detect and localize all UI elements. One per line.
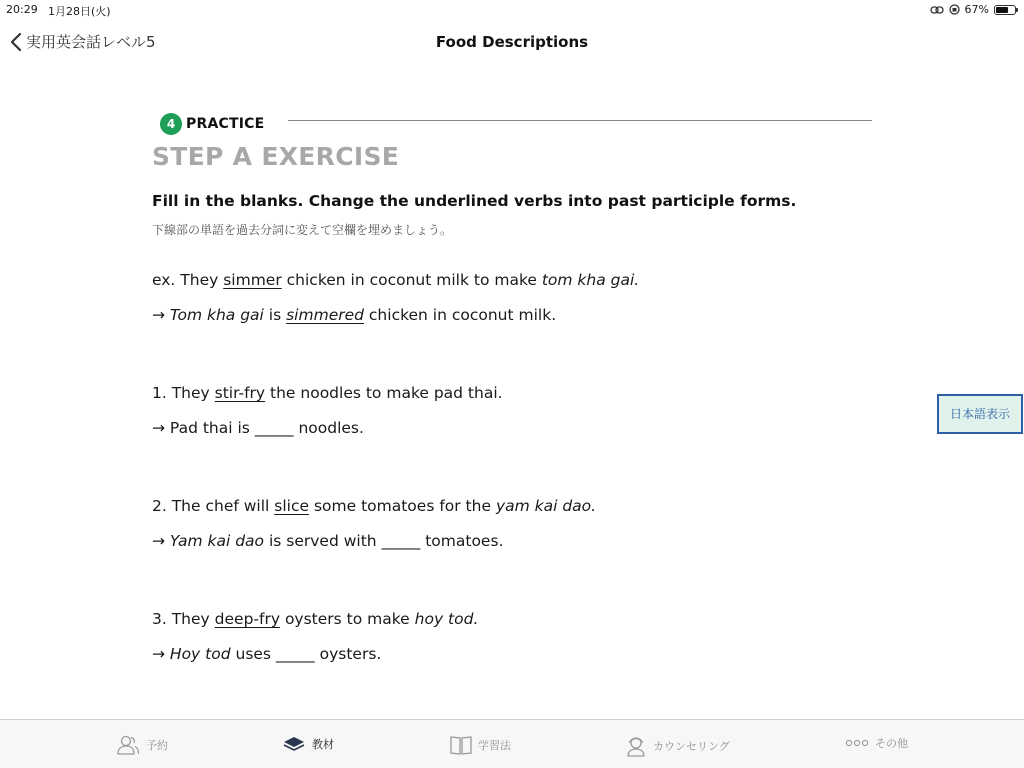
text-segment: uses _____ oysters. bbox=[230, 645, 382, 663]
tab-label: 学習法 bbox=[478, 739, 511, 752]
text-segment: is bbox=[263, 306, 287, 324]
tab-label: その他 bbox=[875, 737, 908, 750]
text-segment: 1. They bbox=[152, 384, 215, 402]
orientation-lock-icon bbox=[949, 4, 960, 15]
underlined-verb: deep-fry bbox=[214, 610, 281, 628]
status-date: 1月28日(火) bbox=[48, 5, 111, 18]
underlined-verb: stir-fry bbox=[214, 384, 266, 402]
question-3-blank-line bbox=[152, 645, 381, 663]
tab-reservation[interactable] bbox=[116, 735, 168, 755]
nav-bar bbox=[0, 20, 1024, 64]
text-segment: some tomatoes for the bbox=[309, 497, 496, 515]
underlined-verb: slice bbox=[274, 497, 310, 515]
arrow: → bbox=[152, 306, 170, 324]
italic-dish-name: hoy tod. bbox=[414, 610, 479, 628]
back-label: 実用英会話レベル5 bbox=[26, 33, 156, 51]
text-segment: 3. They bbox=[152, 610, 215, 628]
battery-percent: 67% bbox=[964, 3, 989, 16]
question-1-blank-line bbox=[152, 419, 364, 437]
tab-bar bbox=[0, 719, 1024, 768]
battery-icon bbox=[994, 5, 1016, 15]
counselor-icon bbox=[625, 735, 647, 757]
exercise-title: STEP A EXERCISE bbox=[152, 142, 400, 171]
instruction-en: Fill in the blanks. Change the underlined verbs into past participle forms. bbox=[152, 192, 797, 210]
tab-label: 予約 bbox=[146, 739, 168, 752]
text-segment: Pad thai is _____ noodles. bbox=[169, 419, 364, 437]
text-segment: oysters to make bbox=[280, 610, 415, 628]
link-icon bbox=[930, 5, 944, 15]
italic-dish-name: Tom kha gai bbox=[169, 306, 264, 324]
text-segment: the noodles to make pad thai. bbox=[265, 384, 503, 402]
text-segment: 2. The chef will bbox=[152, 497, 275, 515]
status-right bbox=[930, 3, 1016, 16]
italic-dish-name: Hoy tod bbox=[169, 645, 231, 663]
more-icon bbox=[845, 739, 869, 747]
question-2-sentence bbox=[152, 497, 596, 515]
tab-materials[interactable] bbox=[282, 735, 334, 753]
japanese-display-button[interactable]: 日本語表示 bbox=[937, 394, 1023, 434]
status-time: 20:29 bbox=[6, 3, 38, 16]
arrow: → bbox=[152, 532, 170, 550]
section-label: PRACTICE bbox=[186, 116, 265, 132]
section-header bbox=[152, 108, 892, 138]
person-icon bbox=[116, 735, 140, 755]
example-sentence bbox=[152, 271, 639, 289]
instruction-jp: 下線部の単語を過去分詞に変えて空欄を埋めましょう。 bbox=[152, 223, 453, 237]
status-bar bbox=[0, 0, 1024, 20]
answer-participle: simmered bbox=[286, 306, 364, 324]
question-1-sentence bbox=[152, 384, 503, 402]
stack-icon bbox=[282, 735, 306, 753]
underlined-verb: simmer bbox=[223, 271, 282, 289]
arrow: → bbox=[152, 419, 170, 437]
arrow: → bbox=[152, 645, 170, 663]
battery-fill bbox=[996, 7, 1008, 13]
book-icon bbox=[450, 735, 472, 755]
tab-more[interactable] bbox=[845, 735, 908, 751]
section-divider bbox=[288, 120, 872, 121]
page-title: Food Descriptions bbox=[435, 33, 589, 51]
question-2-blank-line bbox=[152, 532, 503, 550]
italic-dish-name: Yam kai dao bbox=[169, 532, 265, 550]
example-answer bbox=[152, 306, 556, 324]
text-segment: chicken in coconut milk. bbox=[363, 306, 557, 324]
section-number-badge: 4 bbox=[160, 113, 182, 135]
tab-label: 教材 bbox=[312, 738, 334, 751]
italic-dish-name: yam kai dao. bbox=[495, 497, 597, 515]
tab-counseling[interactable] bbox=[625, 735, 730, 757]
italic-dish-name: tom kha gai. bbox=[541, 271, 640, 289]
text-segment: chicken in coconut milk to make bbox=[281, 271, 542, 289]
text-segment: is served with _____ tomatoes. bbox=[264, 532, 504, 550]
lesson-content bbox=[152, 108, 892, 663]
text-segment: ex. They bbox=[152, 271, 224, 289]
tab-study-method[interactable] bbox=[450, 735, 511, 755]
tab-label: カウンセリング bbox=[653, 740, 730, 753]
question-3-sentence bbox=[152, 610, 478, 628]
